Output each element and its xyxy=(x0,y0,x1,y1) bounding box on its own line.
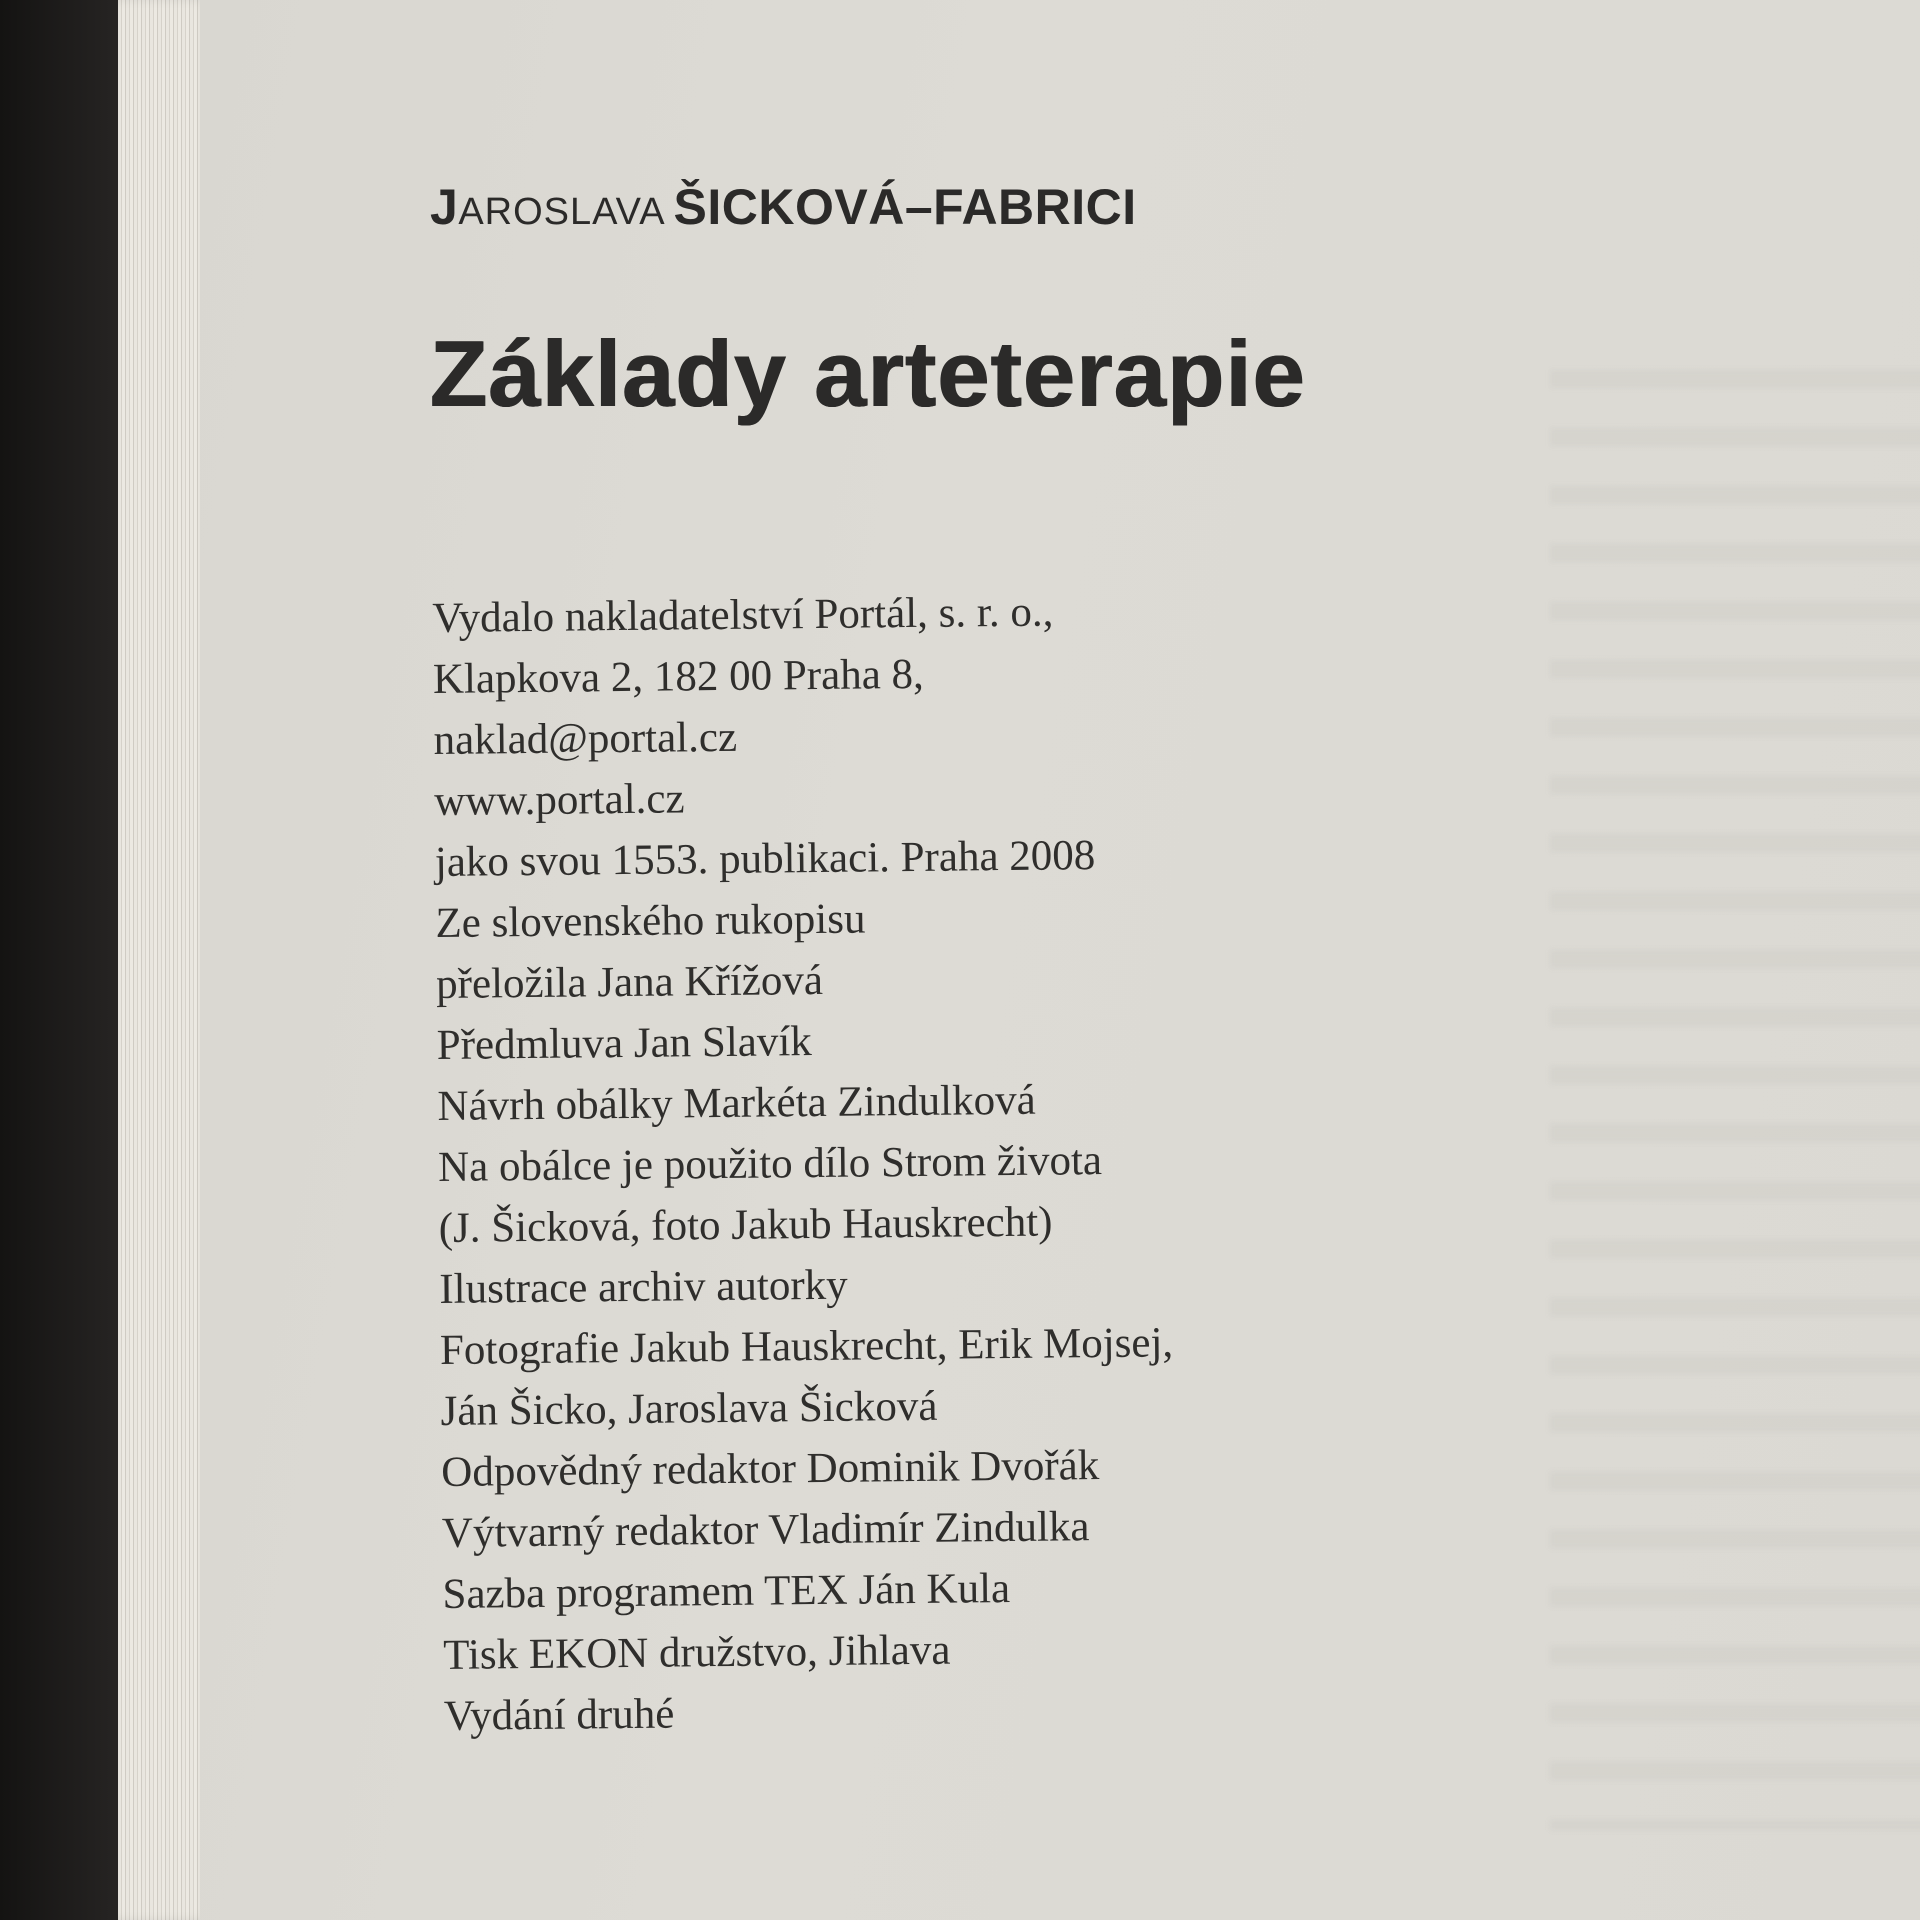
colophon-line: Ján Šicko, Jaroslava Šicková xyxy=(440,1382,938,1435)
book-title: Základy arteterapie xyxy=(430,321,1306,426)
colophon-line: Ze slovenského rukopisu xyxy=(435,895,866,947)
colophon-line: přeložila Jana Křížová xyxy=(435,956,824,1008)
colophon-line: Na obálce je použito dílo Strom života xyxy=(437,1137,1103,1191)
author-surname: ŠICKOVÁ–FABRICI xyxy=(673,179,1137,235)
colophon-line: Ilustrace archiv autorky xyxy=(439,1261,848,1313)
colophon-line: jako svou 1553. publikaci. Praha 2008 xyxy=(434,832,1096,886)
colophon-line: Vydání druhé xyxy=(443,1690,675,1740)
author-first-name-rest: AROSLAVA xyxy=(458,191,666,233)
colophon-line: Předmluva Jan Slavík xyxy=(436,1018,813,1069)
colophon-line: Návrh obálky Markéta Zindulková xyxy=(437,1076,1036,1130)
colophon-line: Klapkova 2, 182 00 Praha 8, xyxy=(432,650,925,703)
colophon-line: (J. Šicková, foto Jakub Hauskrecht) xyxy=(438,1198,1053,1252)
page-stack-edge xyxy=(118,0,210,1920)
colophon-line: www.portal.cz xyxy=(433,775,685,825)
author-name xyxy=(430,178,1137,236)
colophon xyxy=(432,580,1177,1747)
colophon-line: naklad@portal.cz xyxy=(433,713,738,764)
colophon-line: Odpovědný redaktor Dominik Dvořák xyxy=(441,1442,1100,1496)
author-first-initial: J xyxy=(430,179,459,235)
colophon-line: Sazba programem TEX Ján Kula xyxy=(442,1565,1011,1618)
colophon-line: Výtvarný redaktor Vladimír Zindulka xyxy=(441,1503,1090,1557)
colophon-line: Fotografie Jakub Hauskrecht, Erik Mojsej, xyxy=(439,1319,1174,1374)
colophon-line: Vydalo nakladatelství Portál, s. r. o., xyxy=(432,588,1054,642)
colophon-line: Tisk EKON družstvo, Jihlava xyxy=(442,1626,951,1679)
bleed-through-text xyxy=(1550,330,1920,1830)
